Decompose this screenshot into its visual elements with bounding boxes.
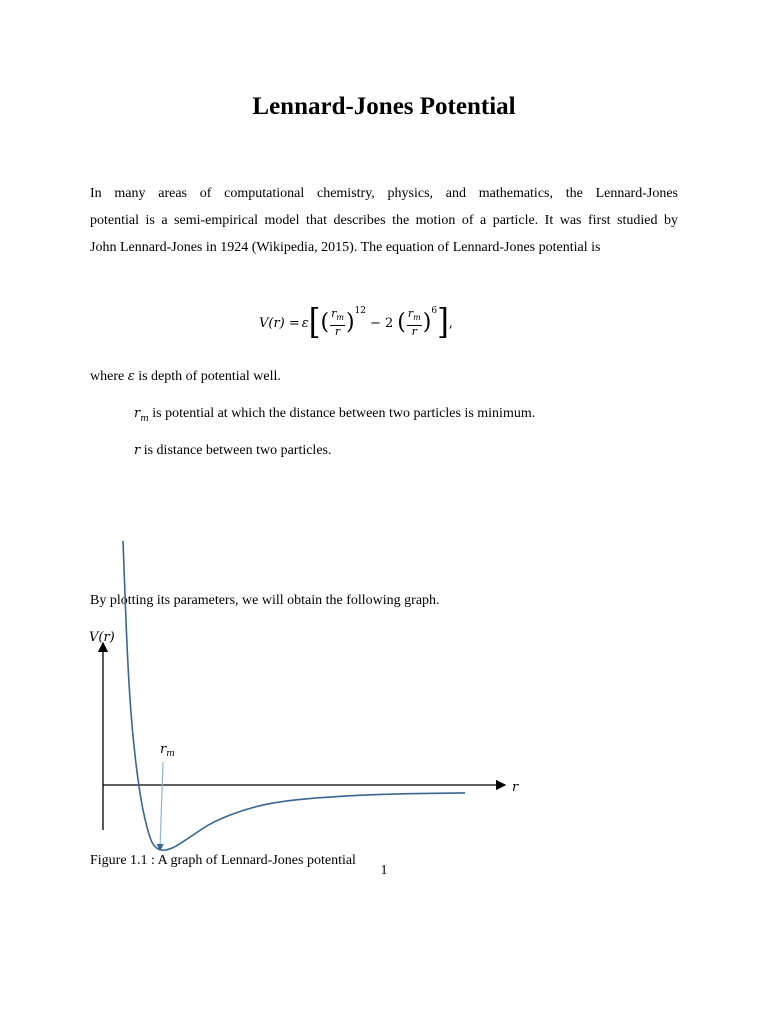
equation-paren-close: ) bbox=[345, 310, 355, 335]
rm-marker-arrow bbox=[160, 762, 163, 850]
intro-line: John Lennard-Jones in 1924 (Wikipedia, 2015). The equation of Lennard-Jones potential is bbox=[90, 240, 601, 255]
equation-numerator: r bbox=[407, 307, 414, 321]
equation-exponent-12: 12 bbox=[354, 306, 366, 316]
equation-paren-open: ( bbox=[397, 310, 406, 335]
rm-label-base: r bbox=[160, 742, 167, 757]
equation-minus-two: − 2 bbox=[369, 315, 394, 331]
equation-paren-close: ) bbox=[422, 310, 432, 335]
equation-numerator: r bbox=[331, 307, 337, 321]
definition-symbol-sub: m bbox=[140, 413, 149, 424]
plot-intro: By plotting its parameters, we will obtain the following graph. bbox=[90, 593, 440, 608]
equation-exponent-6: 6 bbox=[431, 306, 438, 316]
equation-trailing-comma: , bbox=[448, 315, 453, 331]
y-axis-label: V(r) bbox=[89, 630, 115, 645]
equation-paren-open: ( bbox=[320, 310, 330, 335]
figure-caption: Figure 1.1 : A graph of Lennard-Jones potential bbox=[90, 853, 356, 868]
equation-lhs: V(r) = bbox=[259, 315, 300, 331]
page-title: Lennard-Jones Potential bbox=[252, 93, 516, 120]
where-prefix: where bbox=[90, 369, 128, 384]
where-suffix: is depth of potential well. bbox=[134, 369, 281, 384]
potential-curve bbox=[123, 541, 465, 850]
equation-epsilon: ε bbox=[301, 315, 309, 331]
equation-numerator-sub: m bbox=[413, 313, 421, 323]
equation-denominator: r bbox=[411, 324, 417, 338]
equation-bracket-open: [ bbox=[308, 302, 321, 343]
definition-symbol: r bbox=[134, 406, 141, 421]
definition-text: is distance between two particles. bbox=[140, 443, 332, 458]
definition-text: is potential at which the distance between two particles is minimum. bbox=[148, 406, 536, 421]
equation-numerator-sub: m bbox=[336, 313, 344, 323]
rm-label bbox=[160, 742, 175, 759]
equation-bracket-close: ] bbox=[437, 302, 449, 343]
x-axis-label: r bbox=[512, 780, 519, 795]
intro-line: potential is a semi-empirical model that describes the motion of a particle. It was first studied by bbox=[90, 213, 678, 228]
where-symbol: ε bbox=[127, 369, 135, 384]
equation-denominator: r bbox=[334, 324, 341, 338]
page-number: 1 bbox=[380, 863, 388, 878]
intro-line: In many areas of computational chemistry, physics, and mathematics, the Lennard-Jones bbox=[90, 186, 678, 201]
rm-label-sub: m bbox=[166, 749, 175, 759]
definition-symbol: r bbox=[134, 443, 141, 458]
